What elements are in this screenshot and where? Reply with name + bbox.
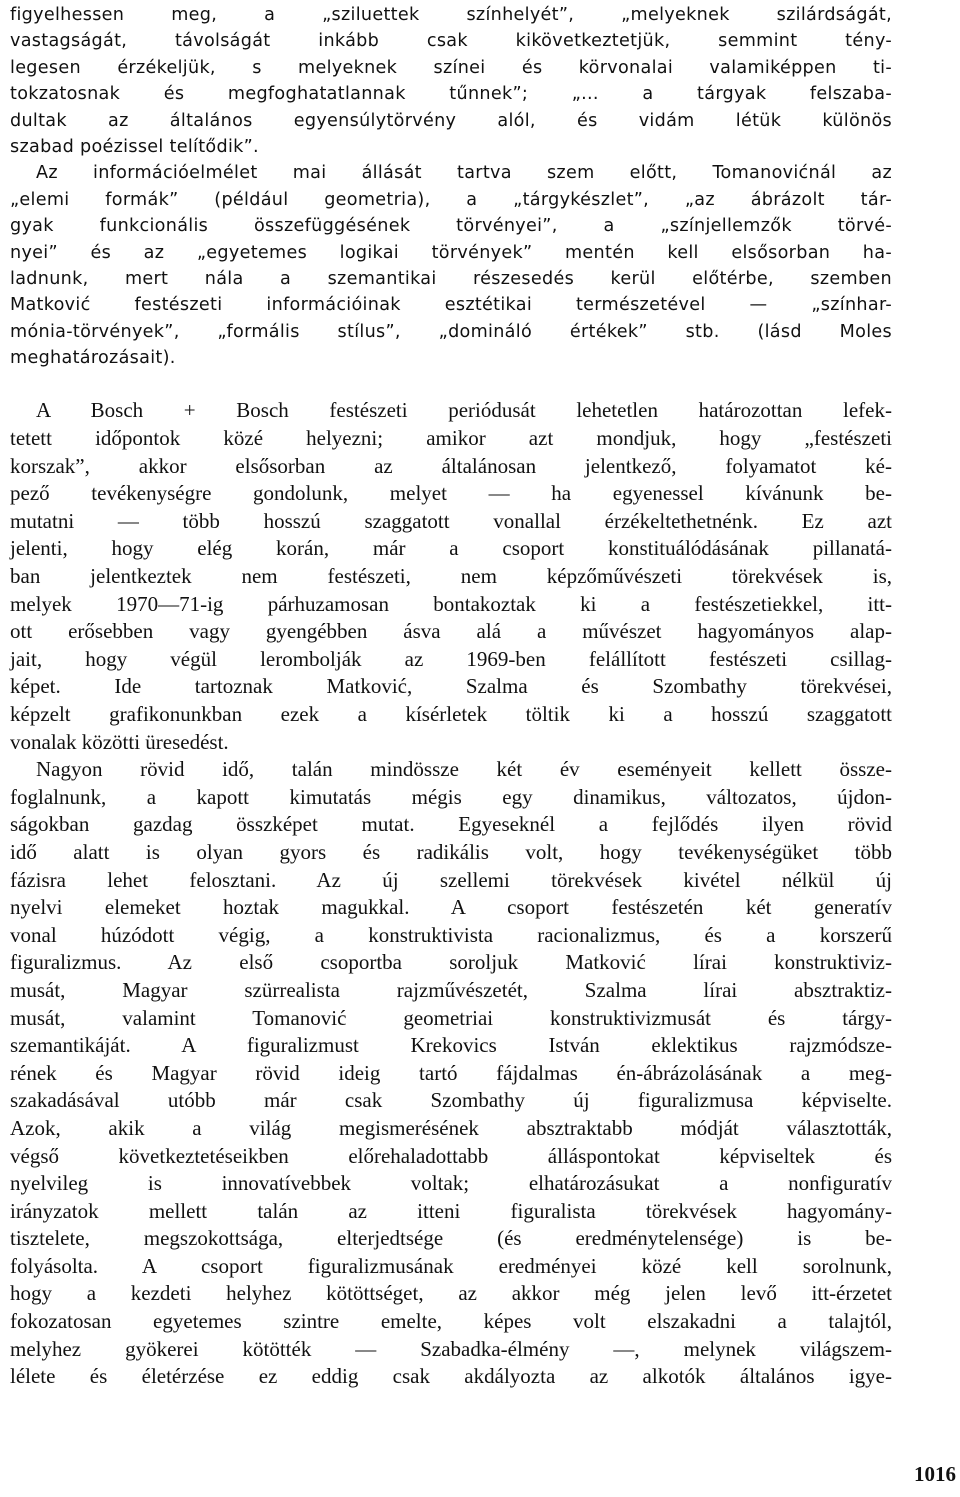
text-line: ott erősebben vagy gyengébben ásva alá a művészet hagyományos alap- bbox=[10, 619, 892, 644]
text-line: hogy a kezdeti helyhez kötöttséget, az akkor még jelen levő itt-érzetet bbox=[10, 1281, 892, 1306]
text-line: Matković festészeti információinak esztétikai természetével — „színhar- bbox=[10, 295, 892, 316]
text-line: képzelt grafikonunkban ezek a kísérletek töltik ki a hosszú szaggatott bbox=[10, 702, 892, 726]
text-line: korszak”, akkor elsősorban az általánosan jelentkező, folyamatot ké- bbox=[10, 453, 892, 478]
text-line: meghatározásait). bbox=[10, 348, 176, 369]
text-line: „elemi formák” (például geometria), a „tárgykészlet”, „az ábrázolt tár- bbox=[10, 189, 892, 210]
text-line: folyásolta. A csoport figuralizmusának eredményei közé kell sorolnunk, bbox=[10, 1253, 892, 1278]
text-line: szakadásával utóbb már csak Szombathy új figuralizmusa képviselte. bbox=[10, 1088, 892, 1113]
text-line: Azok, akik a világ megismerésének absztraktabb módját választották, bbox=[10, 1115, 892, 1140]
text-line: musát, valamint Tomanović geometriai konstruktivizmusát és tárgy- bbox=[10, 1005, 892, 1030]
text-line: tisztelete, megszokottsága, elterjedtsége (és eredménytelensége) is be- bbox=[10, 1226, 892, 1251]
text-line: vonalak közötti üresedést. bbox=[10, 729, 229, 754]
text-line: foglalnunk, a kapott kimutatás mégis egy dinamikus, változatos, újdon- bbox=[10, 784, 892, 809]
text-line: szemantikáját. A figuralizmust Krekovics István eklektikus rajzmódsze- bbox=[10, 1033, 892, 1058]
text-line: ságokban gazdag összképet mutat. Egyeseknél a fejlődés ilyen rövid bbox=[10, 812, 892, 837]
text-line: nyei” és az „egyetemes logikai törvények” mentén kell elsősorban ha- bbox=[10, 242, 892, 263]
text-line: gyak funkcionális összefüggésének törvényei”, a „színjellemzők törvé- bbox=[10, 216, 892, 237]
text-line: pező tevékenységre gondolunk, melyet — ha egyenessel kívánunk be- bbox=[10, 481, 892, 506]
text-line: idő alatt is olyan gyors és radikális volt, hogy tevékenységüket több bbox=[10, 839, 892, 864]
text-line: vonal húzódott végig, a konstruktivista racionalizmus, és a korszerű bbox=[10, 922, 892, 947]
paragraph-3 bbox=[10, 397, 892, 756]
text-line: ladnunk, mert nála a szemantikai részesedés kerül előtérbe, szemben bbox=[10, 268, 892, 289]
paragraph-spacer bbox=[10, 371, 892, 397]
page-number: 1016 bbox=[914, 1462, 956, 1486]
text-line: tetett időpontok közé helyezni; amikor azt mondjuk, hogy „festészeti bbox=[10, 426, 892, 451]
text-line: Nagyon rövid idő, talán mindössze két év eseményeit kellett össze- bbox=[36, 757, 892, 782]
text-line: melyek 1970—71-ig párhuzamosan bontakoztak ki a festészetiekkel, itt- bbox=[10, 591, 892, 616]
text-line: vastagságát, távolságát inkább csak kikövetkeztetjük, semmint tény- bbox=[10, 31, 892, 52]
text-line: tokzatosnak és megfoghatatlannak tűnnek”; „... a tárgyak felszaba- bbox=[10, 84, 892, 105]
paragraph-4 bbox=[10, 756, 892, 1391]
text-line: legesen érzékeljük, s melyeknek színei és körvonalai valamiképpen ti- bbox=[10, 57, 892, 78]
text-line: nyelvileg is innovatívebbek voltak; elhatározásukat a nonfiguratív bbox=[10, 1171, 892, 1196]
text-line: mutatni — több hosszú szaggatott vonallal érzékeltethetnénk. Ez azt bbox=[10, 508, 892, 533]
text-line: melyhez gyökerei kötötték — Szabadka-élmény —, melynek világszem- bbox=[10, 1336, 892, 1361]
text-line: rének és Magyar rövid ideig tartó fájdalmas én-ábrázolásának a meg- bbox=[10, 1060, 892, 1085]
text-line: képet. Ide tartoznak Matković, Szalma és Szombathy törekvései, bbox=[10, 674, 892, 699]
text-line: fokozatosan egyetemes szintre emelte, képes volt elszakadni a talajtól, bbox=[10, 1309, 892, 1334]
text-line: jait, hogy végül lerombolják az 1969-ben felállított festészeti csillag- bbox=[10, 646, 892, 671]
text-line: lélete és életérzése ez eddig csak akdályozta az alkotók általános igye- bbox=[10, 1364, 892, 1389]
page-body bbox=[10, 2, 892, 1391]
text-line: Az információelmélet mai állását tartva szem előtt, Tomanovićnál az bbox=[36, 163, 892, 184]
text-line: A Bosch + Bosch festészeti periódusát lehetetlen határozottan lefek- bbox=[36, 398, 892, 423]
text-line: nyelvi elemeket hoztak magukkal. A csoport festészetén két generatív bbox=[10, 895, 892, 920]
text-line: figuralizmus. Az első csoportba soroljuk Matković lírai konstruktiviz- bbox=[10, 950, 892, 975]
text-line: mónia-törvények”, „formális stílus”, „domináló értékek” stb. (lásd Moles bbox=[10, 321, 892, 342]
paragraph-2 bbox=[10, 160, 892, 371]
text-line: jelenti, hogy elég korán, már a csoport konstituálódásának pillanatá- bbox=[10, 536, 892, 561]
text-line: ban jelentkeztek nem festészeti, nem képzőművészeti törekvések is, bbox=[10, 564, 892, 589]
text-line: szabad poézissel telítődik”. bbox=[10, 136, 259, 157]
text-line: figyelhessen meg, a „sziluettek színhelyét”, „melyeknek szilárdságát, bbox=[10, 5, 892, 25]
text-line: dultak az általános egyensúlytörvény alól, és vidám létük különös bbox=[10, 110, 892, 131]
text-line: fázisra lehet felosztani. Az új szellemi törekvések kivétel nélkül új bbox=[10, 867, 892, 892]
text-line: végső következtetéseikben előrehaladottabb álláspontokat képviseltek és bbox=[10, 1143, 892, 1168]
paragraph-1 bbox=[10, 2, 892, 160]
text-line: irányzatok mellett talán az itteni figuralista törekvések hagyomány- bbox=[10, 1198, 892, 1223]
text-line: musát, Magyar szürrealista rajzművészetét, Szalma lírai absztraktiz- bbox=[10, 977, 892, 1002]
